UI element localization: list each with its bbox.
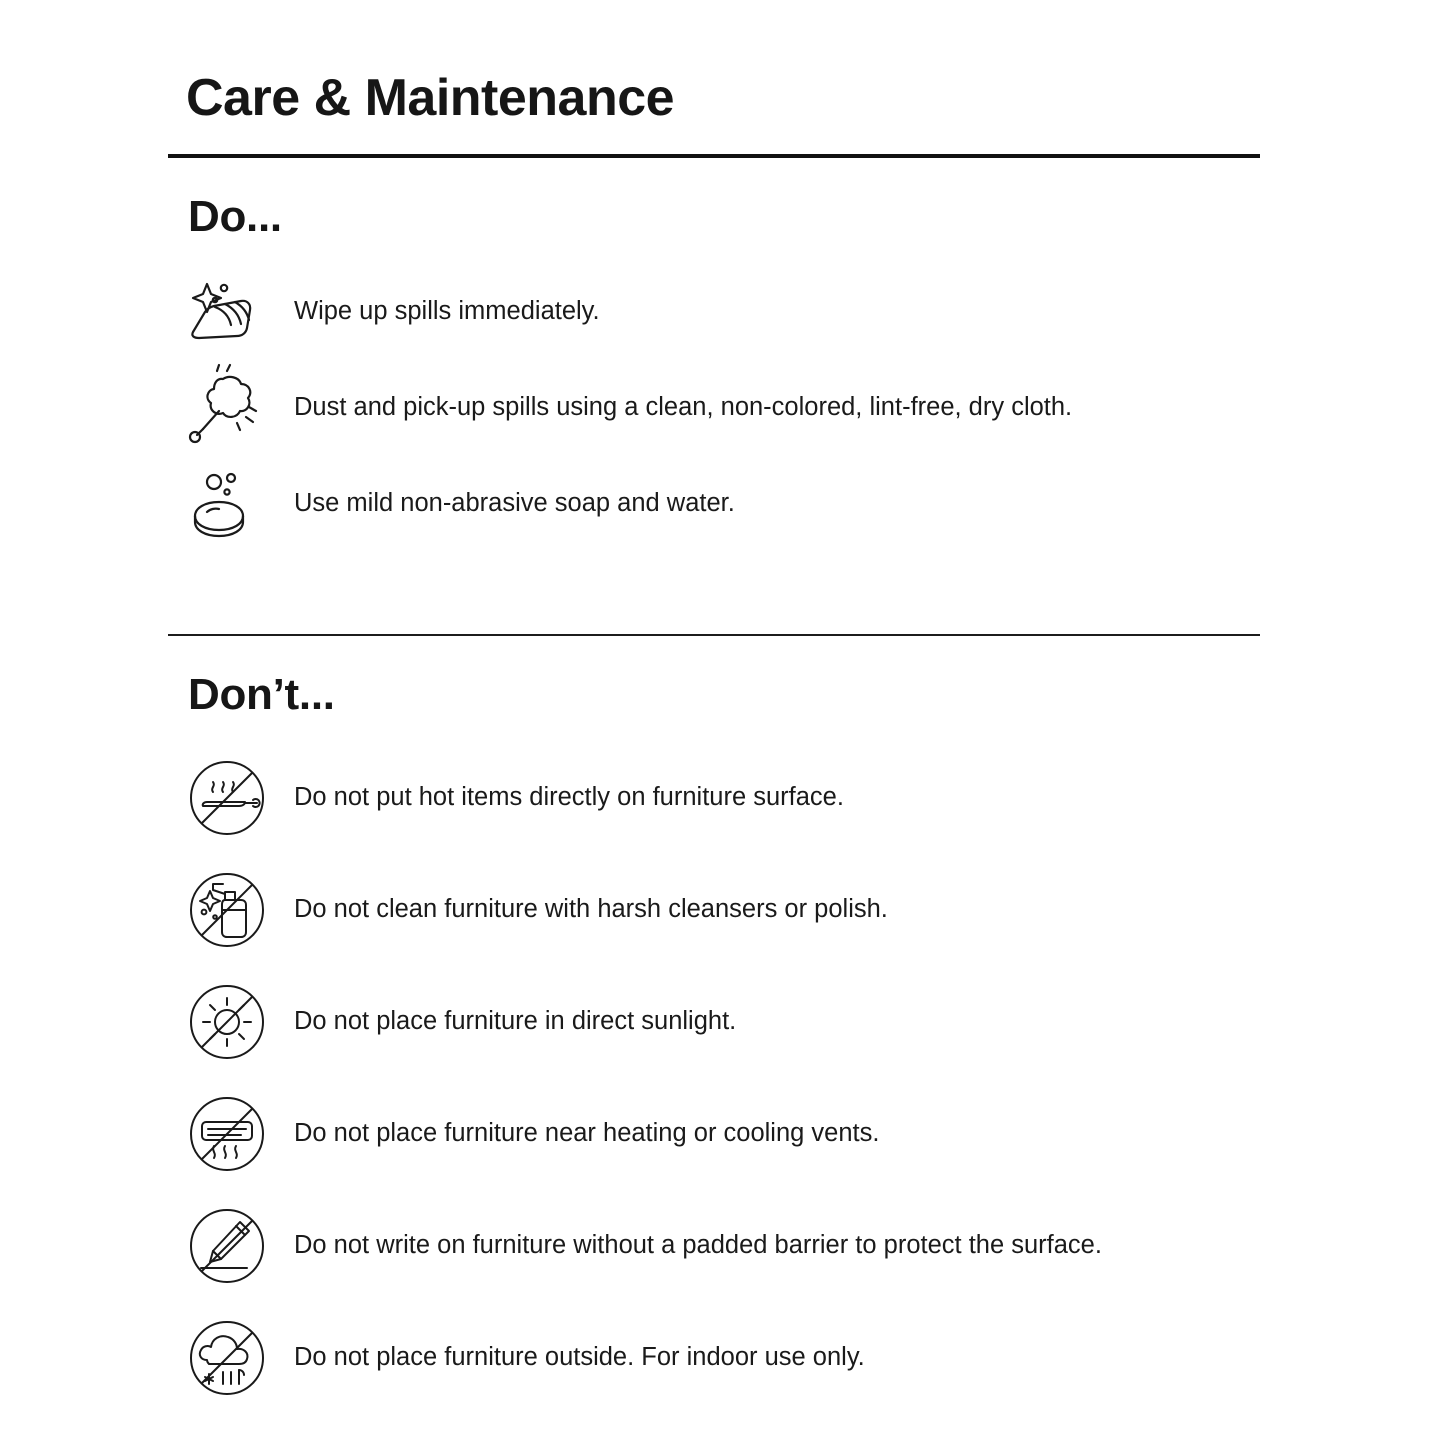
list-item <box>168 966 1260 1078</box>
section-spacer <box>168 552 1260 608</box>
dont-section-heading: Don’t... <box>188 670 335 719</box>
list-item-label: Wipe up spills immediately. <box>294 297 600 326</box>
list-item-label: Do not clean furniture with harsh cleansers or polish. <box>294 895 888 924</box>
list-item <box>168 1078 1260 1190</box>
section-divider <box>168 634 1260 636</box>
list-item-label: Use mild non-abrasive soap and water. <box>294 489 735 518</box>
list-item <box>168 360 1260 456</box>
duster-icon <box>168 360 286 456</box>
list-item <box>168 1190 1260 1302</box>
no-spray-cleanser-icon <box>168 854 286 966</box>
list-item <box>168 854 1260 966</box>
do-item-list <box>168 264 1260 552</box>
list-item-label: Do not write on furniture without a padded barrier to protect the surface. <box>294 1231 1102 1260</box>
list-item-label: Dust and pick-up spills using a clean, non-colored, lint-free, dry cloth. <box>294 393 1073 422</box>
wipe-cloth-icon <box>168 264 286 360</box>
list-item <box>168 1302 1260 1414</box>
list-item <box>168 456 1260 552</box>
dont-item-list <box>168 742 1260 1414</box>
soap-bar-icon <box>168 456 286 552</box>
no-direct-sunlight-icon <box>168 966 286 1078</box>
list-item-label: Do not place furniture outside. For indoor use only. <box>294 1343 865 1372</box>
do-section <box>168 192 1260 552</box>
list-item <box>168 742 1260 854</box>
no-heating-cooling-vent-icon <box>168 1078 286 1190</box>
no-outdoor-weather-icon <box>168 1302 286 1414</box>
list-item-label: Do not put hot items directly on furniture surface. <box>294 783 844 812</box>
list-item-label: Do not place furniture in direct sunlight. <box>294 1007 737 1036</box>
list-item <box>168 264 1260 360</box>
dont-section <box>168 670 1260 1414</box>
list-item-label: Do not place furniture near heating or cooling vents. <box>294 1119 880 1148</box>
title-divider <box>168 154 1260 158</box>
page-title: Care & Maintenance <box>186 69 675 127</box>
do-section-heading: Do... <box>188 192 282 241</box>
no-writing-pen-icon <box>168 1190 286 1302</box>
no-hot-items-icon <box>168 742 286 854</box>
